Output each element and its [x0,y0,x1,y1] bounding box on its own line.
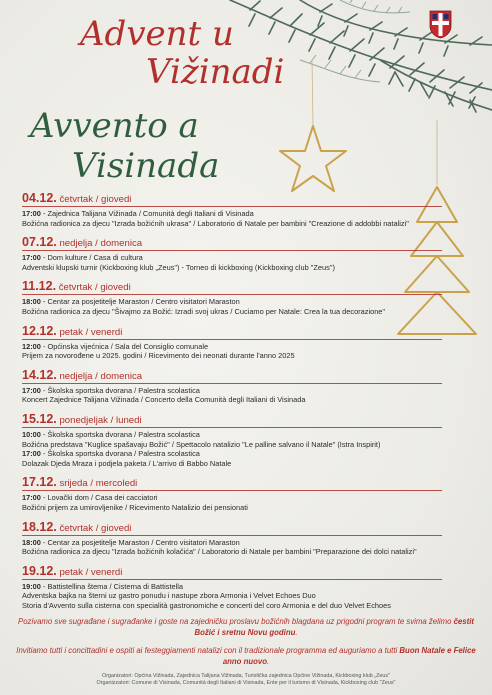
event-day: nedjelja / domenica [59,238,143,250]
event-detail-line [22,351,442,361]
event-item [22,477,442,512]
event-detail-line [22,209,442,219]
invitation-croatian [10,617,482,638]
event-date: 15.12. [22,411,57,426]
event-item [22,411,442,468]
event-day: četvrtak / giovedi [59,522,132,534]
event-item [22,237,442,272]
invitation-hr-bold: čestit Božić i sretnu Novu godinu [194,617,474,637]
event-text: Božićni prijem za umirovljenike / Ricevimento Natalizio dei pensionati [22,502,248,512]
event-divider [22,383,442,384]
event-detail-line [22,263,442,273]
event-date: 07.12. [22,235,57,250]
event-text: Storia d'Avvento sulla cisterna con specialità gastronomiche e concerti del coro Armonia e del duo Velvet Echoes [22,600,391,610]
event-time: 10:00 [22,429,41,439]
event-day: petak / venerdi [59,326,123,338]
event-header [22,563,442,578]
event-day: četvrtak / giovedi [59,194,132,205]
event-time: 19:00 [22,581,41,591]
organizers-hr: Organizatori: Općina Vižinada, Zajednica Talijana Vižinada, Turistička zajednica Općine Vižinada, Kickboxing klub „Zeus" [102,673,390,679]
event-header [22,411,442,426]
event-text: Božićna radionica za djecu "Izrada božićnih kolačića" / Laboratorio di Natale per bambini "Preparazione dei dolci natalizi" [22,547,417,557]
event-item [22,281,442,316]
event-time: 18:00 [22,537,41,547]
event-date: 11.12. [22,279,57,294]
event-day: ponedjeljak / lunedi [59,414,142,426]
event-day: četvrtak / giovedi [58,282,131,294]
title-hr-line1: Advent u [80,14,234,54]
event-header [22,367,442,382]
title-italian [30,106,300,186]
event-text: - Centar za posjetitelje Maraston / Centro visitatori Maraston [40,537,240,547]
event-detail-line [22,547,442,557]
event-divider [22,206,442,207]
event-header [22,477,442,489]
event-detail-line [22,582,442,592]
event-detail-line [22,538,442,548]
coat-of-arms-icon [429,9,452,39]
event-header [22,281,442,293]
event-divider [22,250,442,251]
event-header [22,323,442,338]
title-it-line1: Avvento a [30,106,199,146]
invitation-it-text: Invitiamo tutti i concittadini e ospiti ai festeggiamenti natalizi con il tradizionale programma ed auguriamo a tutti [16,646,400,655]
event-date: 04.12. [22,191,57,205]
event-detail-line [22,449,442,459]
event-detail-line [22,395,442,405]
event-text: - Školska sportska dvorana / Palestra scolastica [40,449,200,459]
event-time: 18:00 [22,297,41,307]
event-detail-line [22,503,442,513]
event-day: nedjelja / domenica [59,370,143,382]
event-detail-line [22,440,442,450]
organizers-it: Organizzatori: Comune di Visinada, Comunità degli Italiani di Visinada, Ente per il turismo di Visinada, Kickboxing club "Zeus" [96,680,396,686]
event-time: 17:00 [22,449,41,459]
event-text: - Lovački dom / Casa dei cacciatori [40,493,158,503]
event-day: srijeda / mercoledi [59,478,138,490]
event-item [22,193,442,228]
event-date: 12.12. [22,323,57,338]
organizers [10,673,482,687]
event-text: - Battistellina štema / Cisterna di Battistella [40,581,184,591]
invitation-it-end: . [267,656,270,666]
event-divider [22,535,442,536]
event-divider [22,339,442,340]
title-it-line2: Visinada [72,146,220,186]
event-date: 14.12. [22,367,57,382]
event-divider [22,294,442,295]
event-divider [22,427,442,428]
event-text: - Školska sportska dvorana / Palestra scolastica [40,385,200,395]
invitation-hr-text: Pozivamo sve sugrađane i sugrađanke i goste na zajedničku proslavu božićnih blagdana uz prigodni program te svima želimo [18,617,454,626]
event-detail-line [22,430,442,440]
event-text: Adventski klupski turnir (Kickboxing klub „Zeus") - Torneo di kickboxing (Kickboxing club "Zeus") [22,262,335,272]
event-detail-line [22,297,442,307]
event-text: Koncert Zajednice Talijana Vižinada / Concerto della Comunità degli Italiani di Visinada [22,395,306,405]
event-detail-line [22,459,442,469]
event-text: Prijem za novorođene u 2025. godini / Ricevimento dei neonati durante l'anno 2025 [22,351,295,361]
title-croatian [70,15,330,91]
event-text: - Centar za posjetitelje Maraston / Centro visitatori Maraston [40,297,240,307]
event-detail-line [22,253,442,263]
event-detail-line [22,601,442,611]
event-text: - Općinska vijećnica / Sala del Consiglio comunale [40,341,209,351]
event-header [22,519,442,534]
event-detail-line [22,219,442,229]
event-text: Božićna radionica za djecu "Izrada božićnih ukrasa" / Laboratorio di Natale per bambini "Creazione di addobbi natalizi" [22,218,409,228]
invitation-it-bold: Buon Natale e Felice anno nuovo [222,646,476,666]
event-time: 17:00 [22,493,41,503]
event-item [22,367,442,405]
event-time: 12:00 [22,341,41,351]
event-divider [22,579,442,580]
event-text: Adventska bajka na šterni uz gastro ponudu i nastupe zbora Armonia i Velvet Echoes Duo [22,591,316,601]
event-divider [22,490,442,491]
event-date: 19.12. [22,563,57,578]
event-text: Dolazak Djeda Mraza i podjela paketa / L'arrivo di Babbo Natale [22,458,232,468]
event-header [22,193,442,205]
invitation-hr-end: . [295,627,298,637]
event-item [22,323,442,361]
event-date: 18.12. [22,519,57,534]
event-time: 17:00 [22,253,41,263]
event-text: - Školska sportska dvorana / Palestra scolastica [40,429,200,439]
event-detail-line [22,591,442,601]
event-detail-line [22,307,442,317]
event-item [22,563,442,611]
invitation-italian [10,646,482,667]
event-detail-line [22,342,442,352]
event-detail-line [22,386,442,396]
events-list [22,193,442,619]
event-date: 17.12. [22,475,57,490]
event-day: petak / venerdi [59,566,123,578]
title-hr-line2: Vižinadi [146,52,285,92]
event-time: 17:00 [22,385,41,395]
event-header [22,237,442,249]
event-time: 17:00 [22,209,41,218]
event-text: Božićna radionica za djecu "Šivajmo za Božić: Izradi svoj ukras / Cuciamo per Natale: Crea la tua decorazione" [22,306,386,316]
event-detail-line [22,493,442,503]
event-text: Božićna predstava "Kuglice spašavaju Božić" / Spettacolo natalizio "Le palline salvano il Natale" (Istra Inspirit) [22,439,381,449]
event-text: - Dom kulture / Casa di cultura [40,253,143,263]
event-text: - Zajednica Talijana Vižinada / Comunità degli Italiani di Visinada [40,209,254,218]
event-item [22,519,442,557]
